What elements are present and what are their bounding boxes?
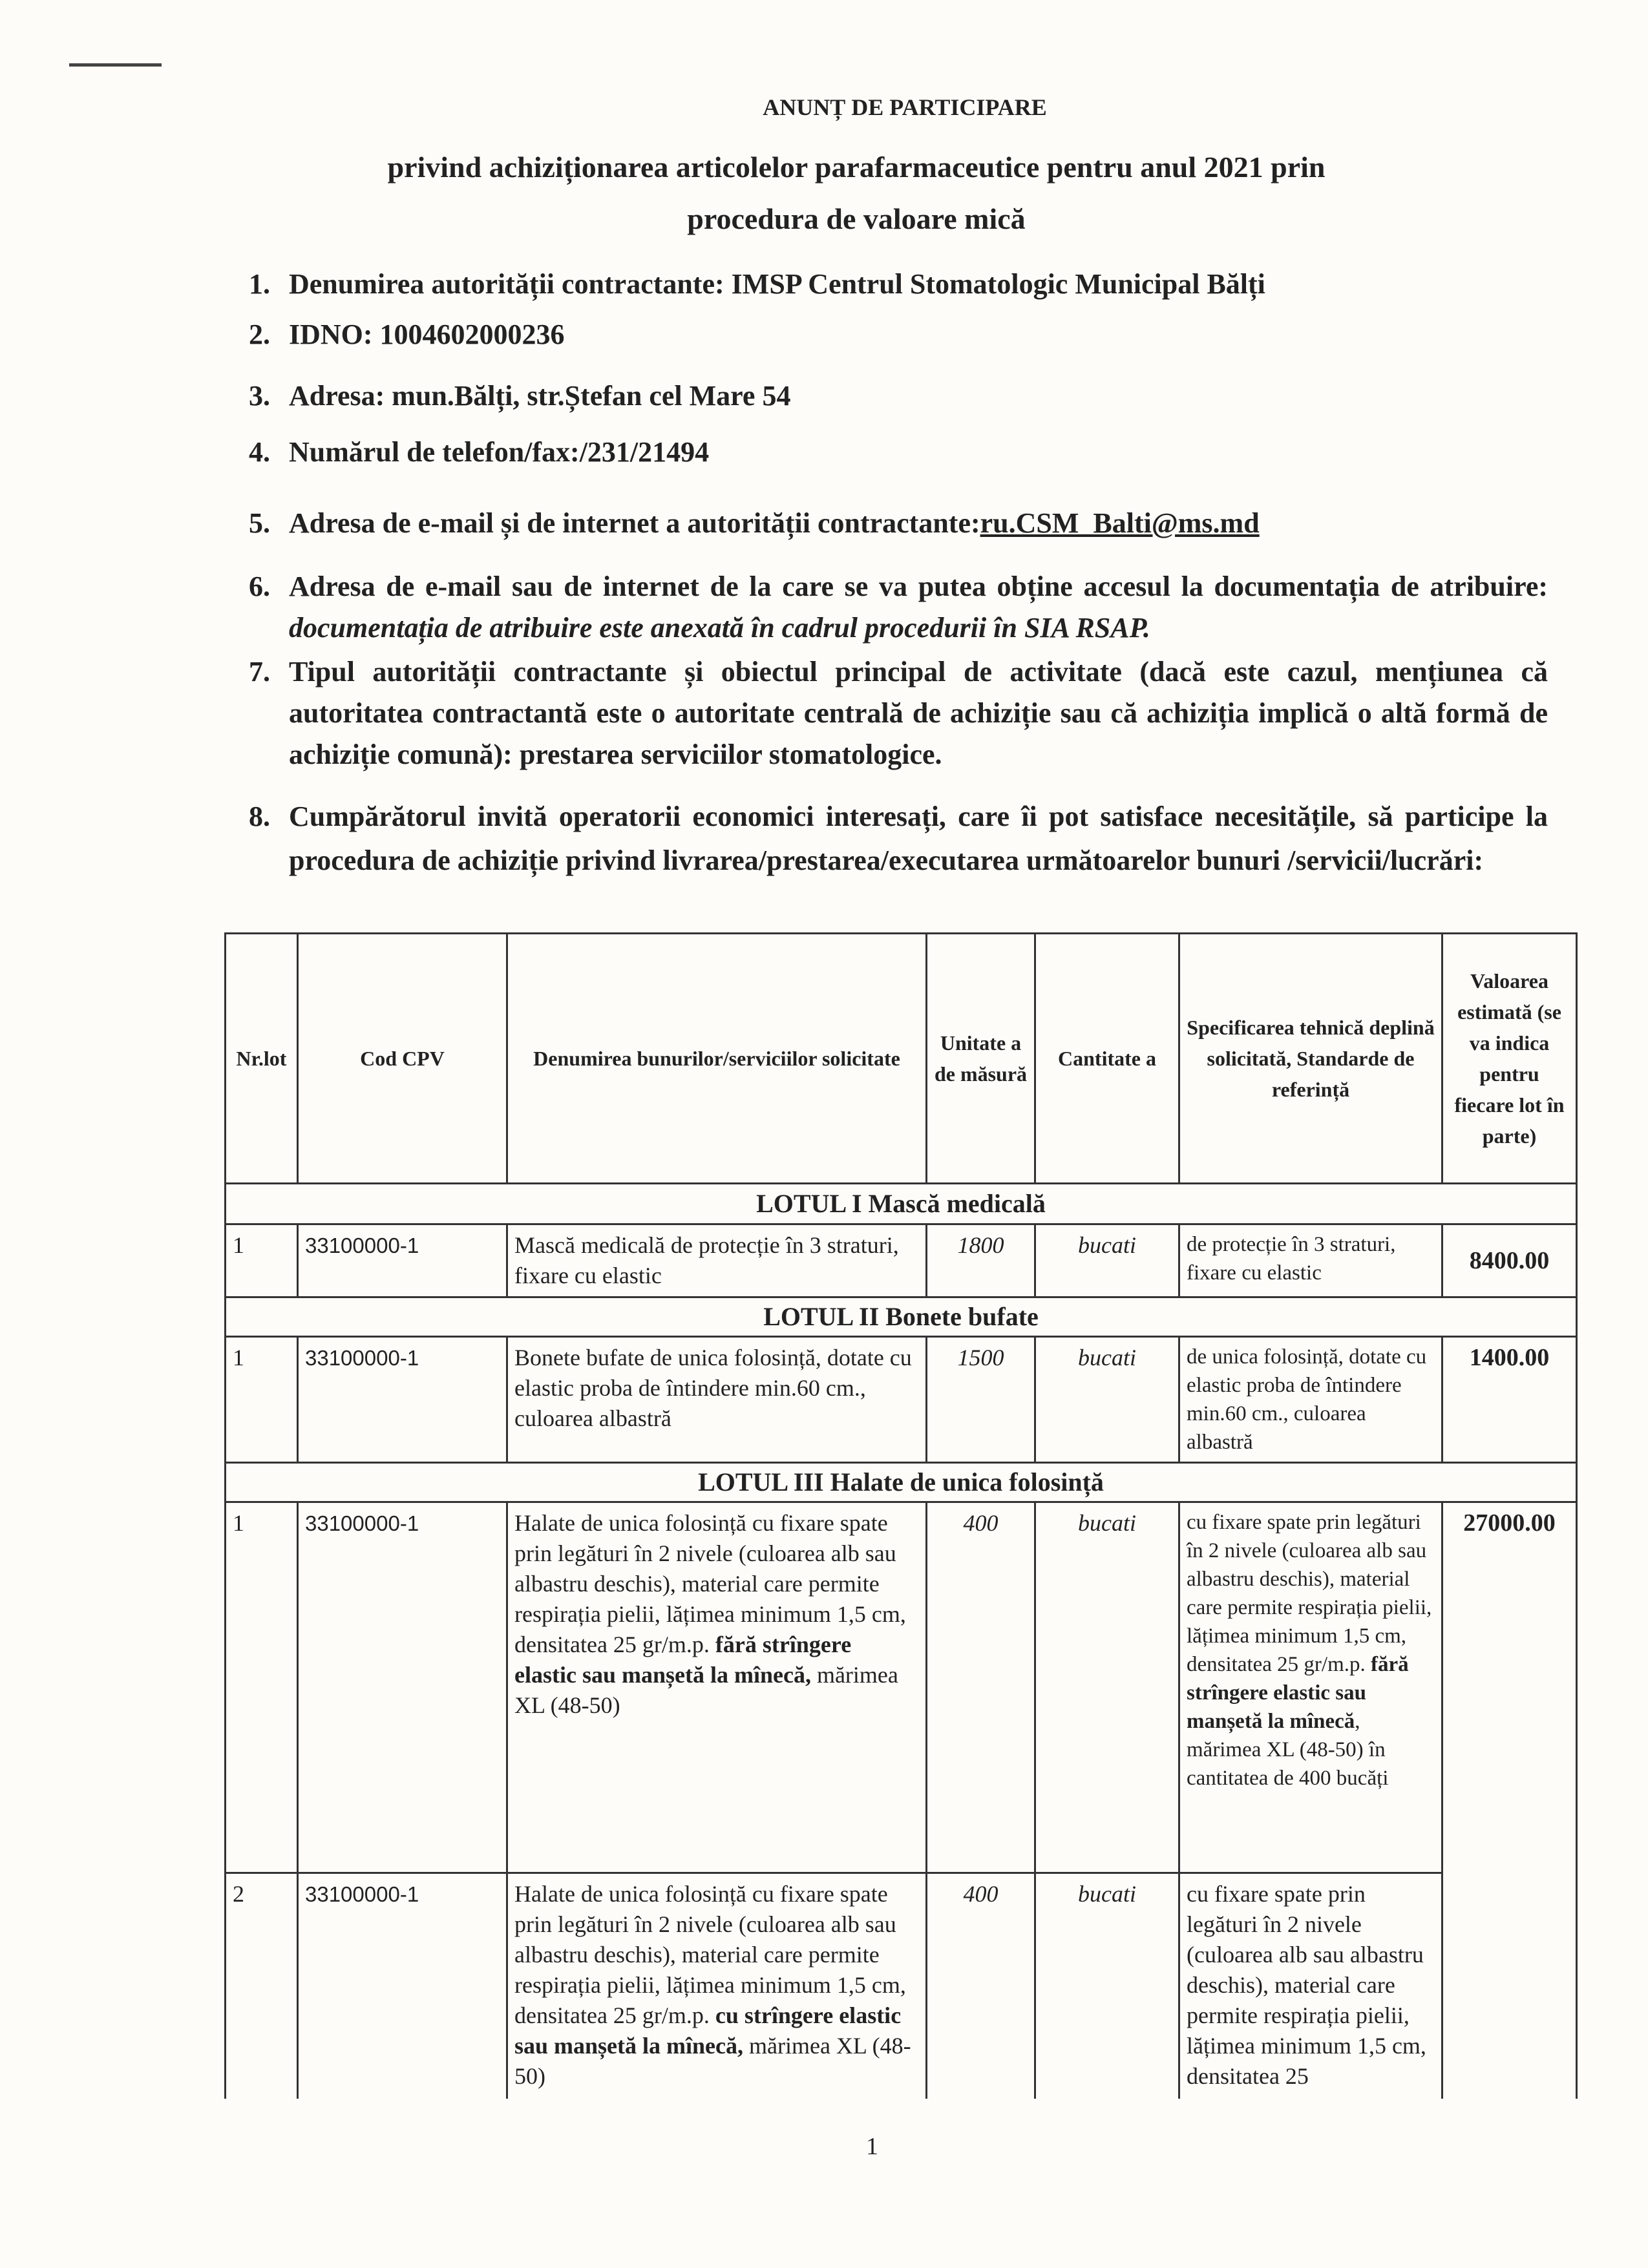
- item-4: [249, 432, 1548, 473]
- item-number: 4.: [249, 436, 270, 468]
- name-text: Halate de unica folosință cu fixare spate prin legături în 2 nivele (culoarea alb sau albastru deschis), material care permite respirația pielii, lățimea minimum 1,5 cm, densitatea 25 gr/m.p.: [514, 1510, 906, 1657]
- item-text: Adresa: mun.Bălți, str.Ștefan cel Mare 54: [289, 380, 791, 412]
- table-header-row: [226, 934, 1577, 1184]
- spec-text: cu fixare spate prin legături în 2 nivele (culoarea alb sau albastru deschis), material care permite respirația pielii, lățimea minimum 1,5 cm, densitatea 25 gr/m.p.: [1187, 1511, 1432, 1676]
- email-link[interactable]: ru.CSM_Balti@ms.md: [980, 507, 1260, 539]
- table-row: [226, 1502, 1577, 1873]
- cell-cpv: 33100000-1: [298, 1502, 507, 1873]
- cell-cpv: 33100000-1: [298, 1224, 507, 1297]
- item-text: Adresa de e-mail sau de internet de la care se va putea obține accesul la documentația de atribuire:: [289, 571, 1548, 602]
- header-denumirea: Denumirea bunurilor/serviciilor solicitate: [507, 934, 927, 1184]
- item-number: 8.: [249, 801, 270, 832]
- item-text: Numărul de telefon/fax:/231/21494: [289, 436, 710, 468]
- cell-cpv: 33100000-1: [298, 1337, 507, 1463]
- cell-unit: bucati: [1035, 1502, 1179, 1873]
- cell-spec: de protecție în 3 straturi, fixare cu elastic: [1179, 1224, 1442, 1297]
- item-number: 5.: [249, 507, 270, 539]
- cell-unit: bucati: [1035, 1337, 1179, 1463]
- header-cantitatea: Cantitate a: [1035, 934, 1179, 1184]
- item-6: [249, 566, 1548, 649]
- cell-unit: bucati: [1035, 1873, 1179, 2099]
- cell-quantity: 1800: [927, 1224, 1035, 1297]
- cell-quantity: 400: [927, 1873, 1035, 2099]
- table-row: [226, 1873, 1577, 2099]
- item-number: 1.: [249, 268, 270, 300]
- item-text: IDNO: 1004602000236: [289, 319, 565, 350]
- item-2: [249, 314, 1548, 355]
- cell-unit: bucati: [1035, 1224, 1179, 1297]
- lot-heading-row: [226, 1463, 1577, 1502]
- cell-nr: 1: [226, 1502, 298, 1873]
- spec-text-end: , mărimea XL (48-50) în cantitatea de 400 bucăți: [1187, 1710, 1389, 1790]
- cell-name: Mască medicală de protecție în 3 straturi, fixare cu elastic: [507, 1224, 927, 1297]
- cell-name: Bonete bufate de unica folosință, dotate cu elastic proba de întindere min.60 cm., culoarea albastră: [507, 1337, 927, 1463]
- header-valoarea: Valoarea estimată (se va indica pentru fiecare lot în parte): [1442, 934, 1577, 1184]
- cell-value: 8400.00: [1442, 1224, 1577, 1297]
- cell-nr: 2: [226, 1873, 298, 2099]
- cell-quantity: 400: [927, 1502, 1035, 1873]
- name-text-end: mărimea XL (48-50): [514, 1662, 898, 1718]
- name-text-end: mărimea XL (48-50): [514, 2033, 911, 2089]
- cell-spec: [1179, 1502, 1442, 1873]
- item-number: 7.: [249, 656, 270, 688]
- document-title: ANUNȚ DE PARTICIPARE: [763, 94, 1047, 120]
- item-1: [249, 264, 1548, 305]
- procurement-table: [224, 932, 1578, 2099]
- header-specificarea: Specificarea tehnică deplină solicitată, Standarde de referință: [1179, 934, 1442, 1184]
- header-unitate: Unitate a de măsură: [927, 934, 1035, 1184]
- item-number: 6.: [249, 571, 270, 602]
- header-cod-cpv: Cod CPV: [298, 934, 507, 1184]
- document-subtitle-line1: privind achiziționarea articolelor parafarmaceutice pentru anul 2021 prin: [387, 151, 1326, 184]
- table-row: [226, 1224, 1577, 1297]
- cell-nr: 1: [226, 1337, 298, 1463]
- item-text: Denumirea autorității contractante: IMSP Centrul Stomatologic Municipal Bălți: [289, 268, 1265, 300]
- item-text: Cumpărătorul invită operatorii economici interesați, care îi pot satisface necesitățile, să participe la procedura de achiziție privind livrarea/prestarea/executarea următoarelor bunuri /servicii/lucrări:: [289, 801, 1548, 876]
- cell-value: 1400.00: [1442, 1337, 1577, 1463]
- lot-title: LOTUL I Mască medicală: [226, 1184, 1577, 1224]
- name-bold-text: cu strîngere elastic sau manșetă la mînecă,: [514, 2002, 902, 2059]
- item-5: [249, 503, 1548, 544]
- lot-heading-row: [226, 1184, 1577, 1224]
- lot-title: LOTUL II Bonete bufate: [226, 1297, 1577, 1337]
- item-italic-text: documentația de atribuire este anexată în cadrul procedurii în SIA RSAP.: [289, 612, 1150, 644]
- item-text: Tipul autorității contractante și obiectul principal de activitate (dacă este cazul, mențiunea că autoritatea contractantă este o autoritate centrală de achiziție sau că achiziția implică o altă formă de achiziție comună): prestarea serviciilor stomatologice.: [289, 656, 1548, 770]
- scan-mark-line: [69, 63, 162, 67]
- name-text: Halate de unica folosință cu fixare spate prin legături în 2 nivele (culoarea alb sau albastru deschis), material care permite respirația pielii, lățimea minimum 1,5 cm, densitatea 25 gr/m.p.: [514, 1881, 906, 2028]
- document-subtitle-line2: procedura de valoare mică: [687, 202, 1026, 235]
- item-8: [249, 795, 1548, 883]
- cell-cpv: 33100000-1: [298, 1873, 507, 2099]
- cell-name: [507, 1873, 927, 2099]
- cell-nr: 1: [226, 1224, 298, 1297]
- lot-title: LOTUL III Halate de unica folosință: [226, 1463, 1577, 1502]
- cell-spec: de unica folosință, dotate cu elastic proba de întindere min.60 cm., culoarea albastră: [1179, 1337, 1442, 1463]
- cell-quantity: 1500: [927, 1337, 1035, 1463]
- item-number: 2.: [249, 319, 270, 350]
- cell-value: 27000.00: [1442, 1502, 1577, 2099]
- lot-heading-row: [226, 1297, 1577, 1337]
- cell-spec: cu fixare spate prin legături în 2 nivele (culoarea alb sau albastru deschis), material care permite respirația pielii, lățimea minimum 1,5 cm, densitatea 25: [1179, 1873, 1442, 2099]
- spec-bold-text: fără strîngere elastic sau manșetă la mînecă: [1187, 1653, 1409, 1733]
- item-7: [249, 651, 1548, 775]
- item-3: [249, 375, 1548, 417]
- table-row: [226, 1337, 1577, 1463]
- item-number: 3.: [249, 380, 270, 412]
- item-text: Adresa de e-mail și de internet a autorității contractante:: [289, 507, 980, 539]
- header-nr-lot: Nr.lot: [226, 934, 298, 1184]
- page-number: 1: [866, 2133, 878, 2160]
- cell-name: [507, 1502, 927, 1873]
- name-bold-text: fără strîngere elastic sau manșetă la mînecă,: [514, 1632, 852, 1688]
